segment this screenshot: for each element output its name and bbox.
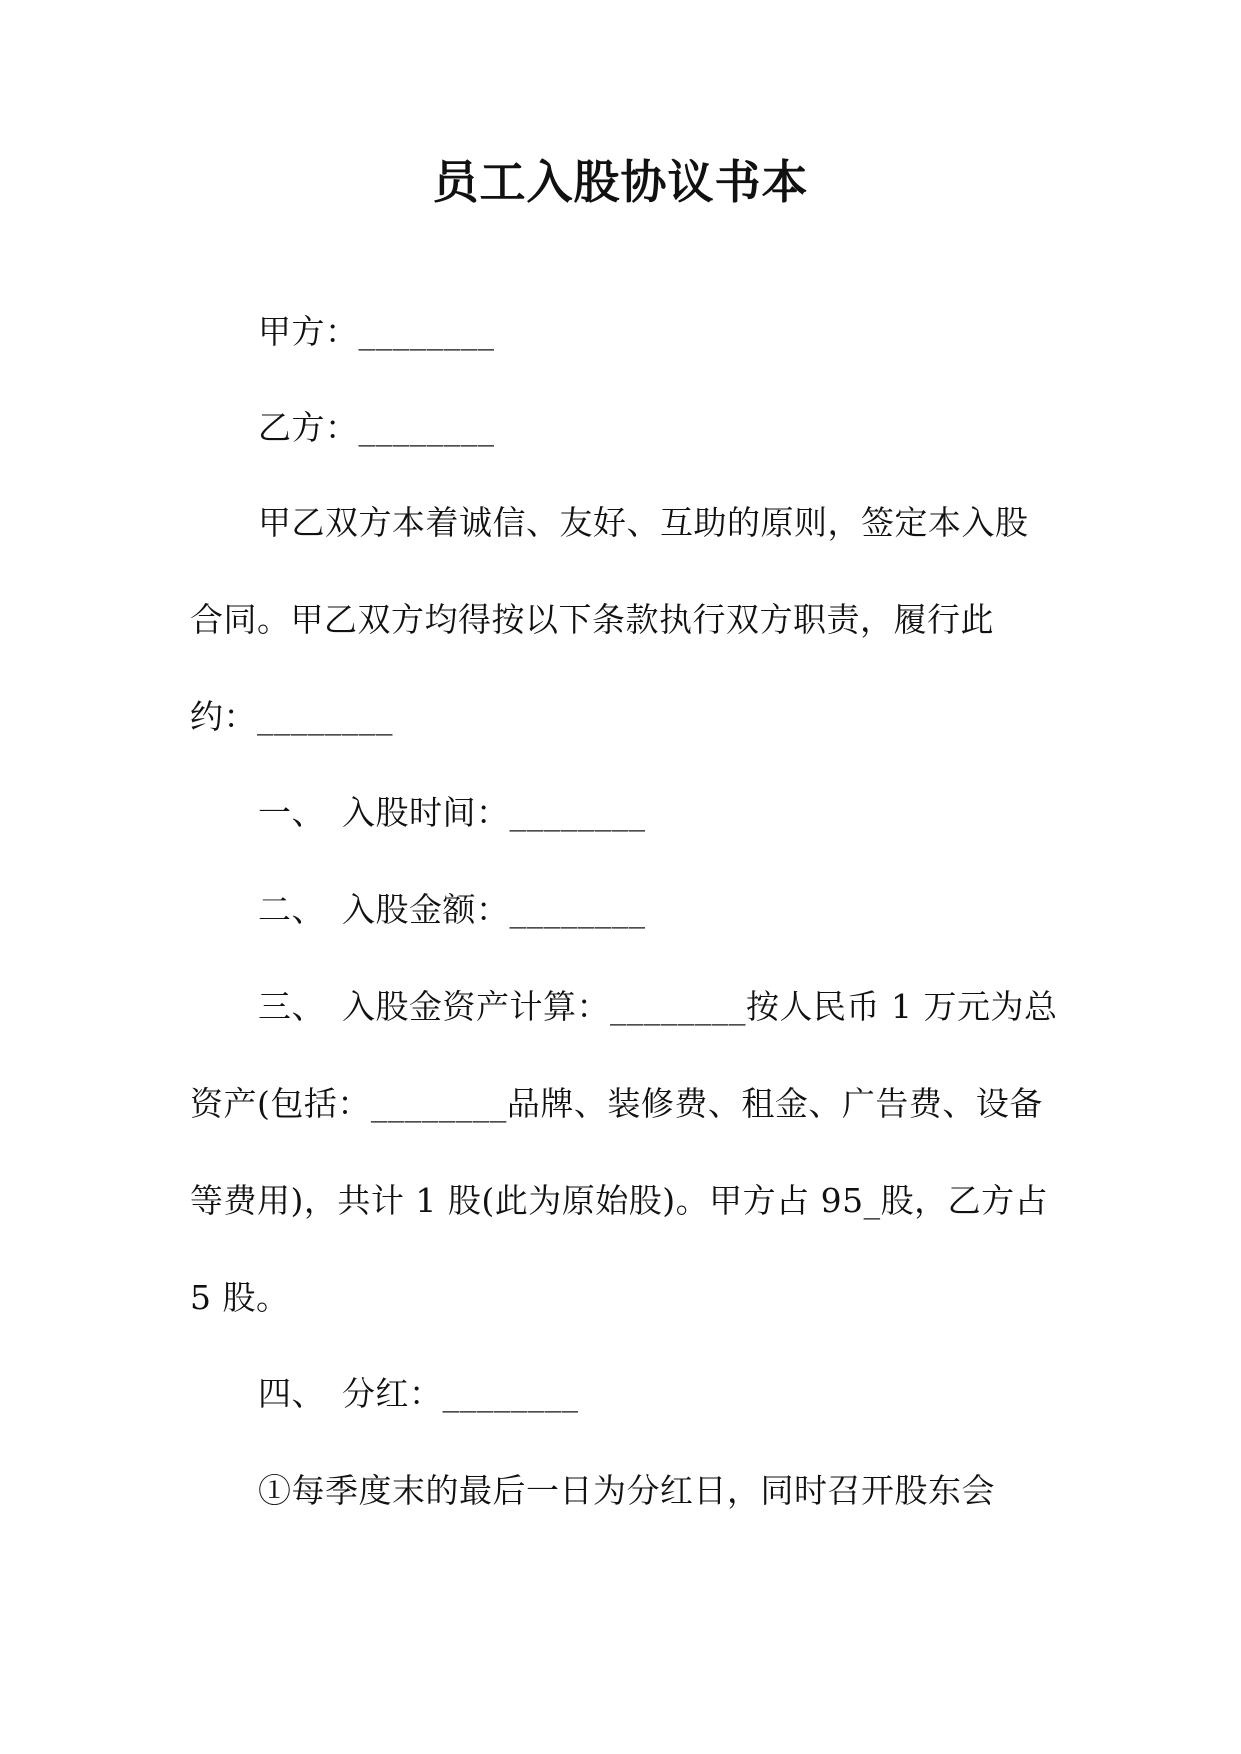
document-title: 员工入股协议书本 bbox=[432, 155, 809, 209]
party-a-line: 甲方：________ bbox=[258, 312, 495, 351]
clause-2-text: 入股金额：________ bbox=[342, 890, 646, 929]
clause-2 bbox=[258, 890, 646, 930]
clause-3-line-2: 资产(包括：________品牌、装修费、租金、广告费、设备 bbox=[190, 1084, 1043, 1123]
clause-3-line-1: 入股金资产计算：________按人民币 1 万元为总 bbox=[342, 987, 1058, 1026]
clause-3-line-3: 等费用)，共计 1 股(此为原始股)。甲方占 95_股，乙方占 bbox=[190, 1181, 1049, 1220]
clause-4-number: 四、 bbox=[258, 1374, 325, 1413]
clause-2-number: 二、 bbox=[258, 890, 325, 929]
clause-1 bbox=[258, 793, 646, 833]
clause-1-text: 入股时间：________ bbox=[342, 793, 646, 832]
clause-4-text: 分红：________ bbox=[342, 1374, 579, 1413]
clause-1-number: 一、 bbox=[258, 793, 325, 832]
clause-3 bbox=[258, 987, 1057, 1027]
intro-line-2: 合同。甲乙双方均得按以下条款执行双方职责，履行此 bbox=[190, 600, 994, 639]
clause-3-line-4: 5 股。 bbox=[190, 1278, 290, 1317]
clause-4 bbox=[258, 1374, 579, 1414]
intro-line-1: 甲乙双方本着诚信、友好、互助的原则，签定本入股 bbox=[258, 503, 1029, 542]
intro-line-3: 约：________ bbox=[190, 697, 393, 736]
clause-3-number: 三、 bbox=[258, 987, 325, 1026]
clause-4-item-1: ①每季度末的最后一日为分红日，同时召开股东会 bbox=[258, 1471, 995, 1510]
party-b-line: 乙方：________ bbox=[258, 408, 495, 447]
